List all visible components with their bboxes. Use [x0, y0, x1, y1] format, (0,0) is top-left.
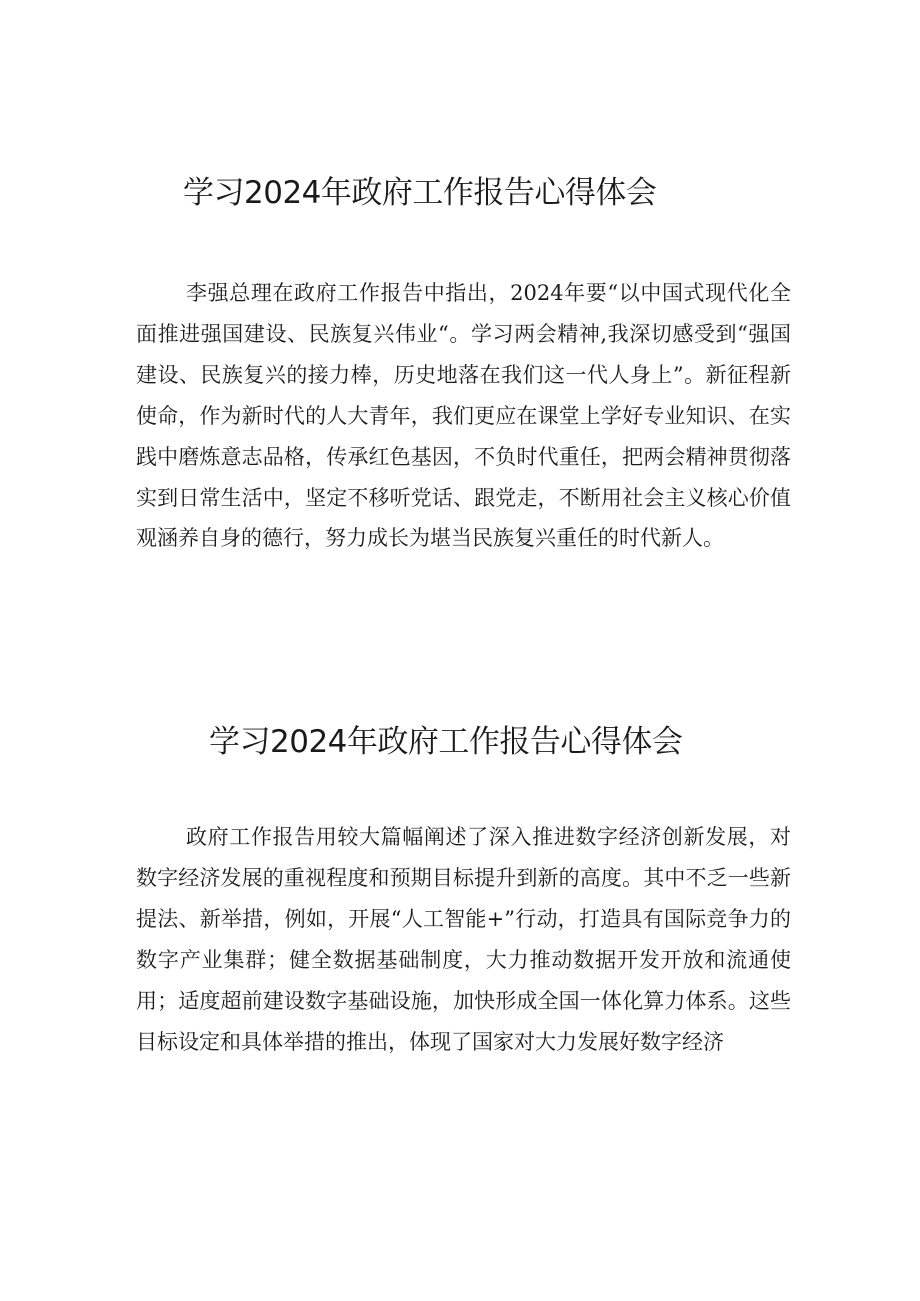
section-1-title: 学习2024年政府工作报告心得体会 — [183, 175, 657, 211]
section-2-paragraph: 政府工作报告用较大篇幅阐述了深入推进数字经济创新发展，对数字经济发展的重视程度和预期目标提升到新的高度。其中不乏一些新提法、新举措，例如，开展“人工智能+”行动，打造具有国际竞争力的数字产业集群；健全数据基础制度，大力推动数据开发开放和流通使用；适度超前建设数字基础设施，加快形成全国一体化算力体系。这些目标设定和具体举措的推出，体现了国家对大力发展好数字经济 — [136, 825, 791, 1054]
section-2-title: 学习2024年政府工作报告心得体会 — [209, 724, 683, 760]
section-1-paragraph: 李强总理在政府工作报告中指出，2024年要“以中国式现代化全面推进强国建设、民族复兴伟业“。学习两会精神,我深切感受到“强国建设、民族复兴的接力棒，历史地落在我们这一代人身上”。新征程新使命，作为新时代的人大青年，我们更应在课堂上学好专业知识、在实践中磨炼意志品格，传承红色基因，不负时代重任，把两会精神贯彻落实到日常生活中，坚定不移听党话、跟党走，不断用社会主义核心价值观涵养自身的德行，努力成长为堪当民族复兴重任的时代新人。 — [136, 281, 791, 551]
